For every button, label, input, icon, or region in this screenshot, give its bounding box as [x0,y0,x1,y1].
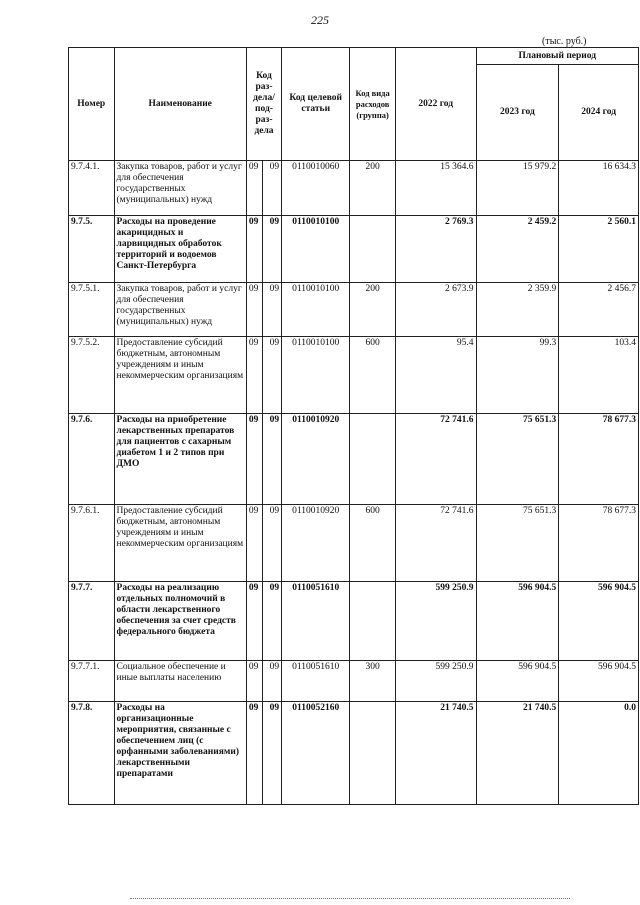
header-target-code: Код целевой статьи [282,48,350,161]
row-target: 0110051610 [282,582,350,661]
row-number: 9.7.5.2. [69,337,115,414]
row-amount-2024: 596 904.5 [559,661,639,702]
row-amount-2024: 2 456.7 [559,283,639,337]
table-row [69,661,639,702]
row-expense-type [350,702,396,805]
row-amount-2022: 2 673.9 [395,283,476,337]
header-row [69,48,639,65]
row-subsection: 09 [263,582,282,661]
row-number: 9.7.4.1. [69,161,115,216]
row-expense-type: 300 [350,661,396,702]
row-amount-2023: 596 904.5 [476,582,559,661]
table-row [69,582,639,661]
header-section-code: Код раз-дела/ под-раз-дела [246,48,281,161]
table-row [69,337,639,414]
row-amount-2022: 21 740.5 [395,702,476,805]
row-number: 9.7.5.1. [69,283,115,337]
row-amount-2024: 16 634.3 [559,161,639,216]
row-expense-type: 600 [350,337,396,414]
table-row [69,216,639,283]
row-name: Расходы на приобретение лекарственных препаратов для пациентов с сахарным диабетом 1 и 2 типов при ДМО [114,414,246,505]
row-amount-2023: 2 359.9 [476,283,559,337]
row-target: 0110010100 [282,337,350,414]
row-subsection: 09 [263,702,282,805]
row-section: 09 [246,505,263,582]
row-expense-type [350,582,396,661]
row-amount-2023: 15 979.2 [476,161,559,216]
row-subsection: 09 [263,661,282,702]
row-name: Расходы на проведение акарицидных и ларвицидных обработок территорий и водоемов Санкт-Петербурга [114,216,246,283]
header-year-2023: 2023 год [476,65,559,161]
footer-rule [130,898,570,899]
row-subsection: 09 [263,505,282,582]
row-subsection: 09 [263,337,282,414]
row-amount-2023: 596 904.5 [476,661,559,702]
unit-label: (тыс. руб.) [542,36,587,47]
header-planning-period: Плановый период [476,48,638,65]
row-subsection: 09 [263,161,282,216]
row-number: 9.7.6. [69,414,115,505]
header-expense-type: Код вида расходов (группа) [350,48,396,161]
row-number: 9.7.5. [69,216,115,283]
row-target: 0110052160 [282,702,350,805]
row-name: Предоставление субсидий бюджетным, автономным учреждениям и иным некоммерческим организациям [114,505,246,582]
row-name: Закупка товаров, работ и услуг для обеспечения государственных (муниципальных) нужд [114,283,246,337]
row-name: Предоставление субсидий бюджетным, автономным учреждениям и иным некоммерческим организациям [114,337,246,414]
row-expense-type: 200 [350,283,396,337]
header-year-2022: 2022 год [395,48,476,161]
row-subsection: 09 [263,283,282,337]
row-amount-2022: 15 364.6 [395,161,476,216]
table-row [69,702,639,805]
row-target: 0110051610 [282,661,350,702]
row-target: 0110010060 [282,161,350,216]
row-amount-2022: 95.4 [395,337,476,414]
row-section: 09 [246,414,263,505]
row-section: 09 [246,661,263,702]
row-section: 09 [246,582,263,661]
row-number: 9.7.7. [69,582,115,661]
row-section: 09 [246,283,263,337]
row-expense-type: 200 [350,161,396,216]
table-row [69,505,639,582]
row-name: Закупка товаров, работ и услуг для обеспечения государственных (муниципальных) нужд [114,161,246,216]
budget-table [68,47,639,805]
table-row [69,283,639,337]
table-row [69,414,639,505]
row-target: 0110010920 [282,505,350,582]
row-amount-2024: 2 560.1 [559,216,639,283]
row-target: 0110010100 [282,216,350,283]
row-amount-2022: 599 250.9 [395,582,476,661]
row-subsection: 09 [263,414,282,505]
header-name: Наименование [114,48,246,161]
row-amount-2024: 78 677.3 [559,505,639,582]
row-number: 9.7.6.1. [69,505,115,582]
row-amount-2023: 2 459.2 [476,216,559,283]
row-amount-2023: 75 651.3 [476,505,559,582]
table-row [69,161,639,216]
row-expense-type [350,414,396,505]
row-amount-2022: 72 741.6 [395,414,476,505]
row-name: Расходы на организационные мероприятия, связанные с обеспечением лиц (с орфанными заболеваниями) лекарственными препаратами [114,702,246,805]
row-target: 0110010920 [282,414,350,505]
row-amount-2024: 78 677.3 [559,414,639,505]
page-number: 225 [311,13,329,27]
row-subsection: 09 [263,216,282,283]
row-number: 9.7.8. [69,702,115,805]
row-section: 09 [246,161,263,216]
row-amount-2023: 99.3 [476,337,559,414]
row-amount-2022: 72 741.6 [395,505,476,582]
row-amount-2023: 21 740.5 [476,702,559,805]
row-section: 09 [246,337,263,414]
header-year-2024: 2024 год [559,65,639,161]
row-amount-2024: 0.0 [559,702,639,805]
row-section: 09 [246,216,263,283]
row-amount-2024: 596 904.5 [559,582,639,661]
row-target: 0110010100 [282,283,350,337]
row-amount-2022: 599 250.9 [395,661,476,702]
row-amount-2022: 2 769.3 [395,216,476,283]
row-name: Социальное обеспечение и иные выплаты населению [114,661,246,702]
row-expense-type: 600 [350,505,396,582]
row-amount-2024: 103.4 [559,337,639,414]
row-expense-type [350,216,396,283]
row-amount-2023: 75 651.3 [476,414,559,505]
row-name: Расходы на реализацию отдельных полномочий в области лекарственного обеспечения за счет средств федерального бюджета [114,582,246,661]
row-section: 09 [246,702,263,805]
header-number: Номер [69,48,115,161]
row-number: 9.7.7.1. [69,661,115,702]
